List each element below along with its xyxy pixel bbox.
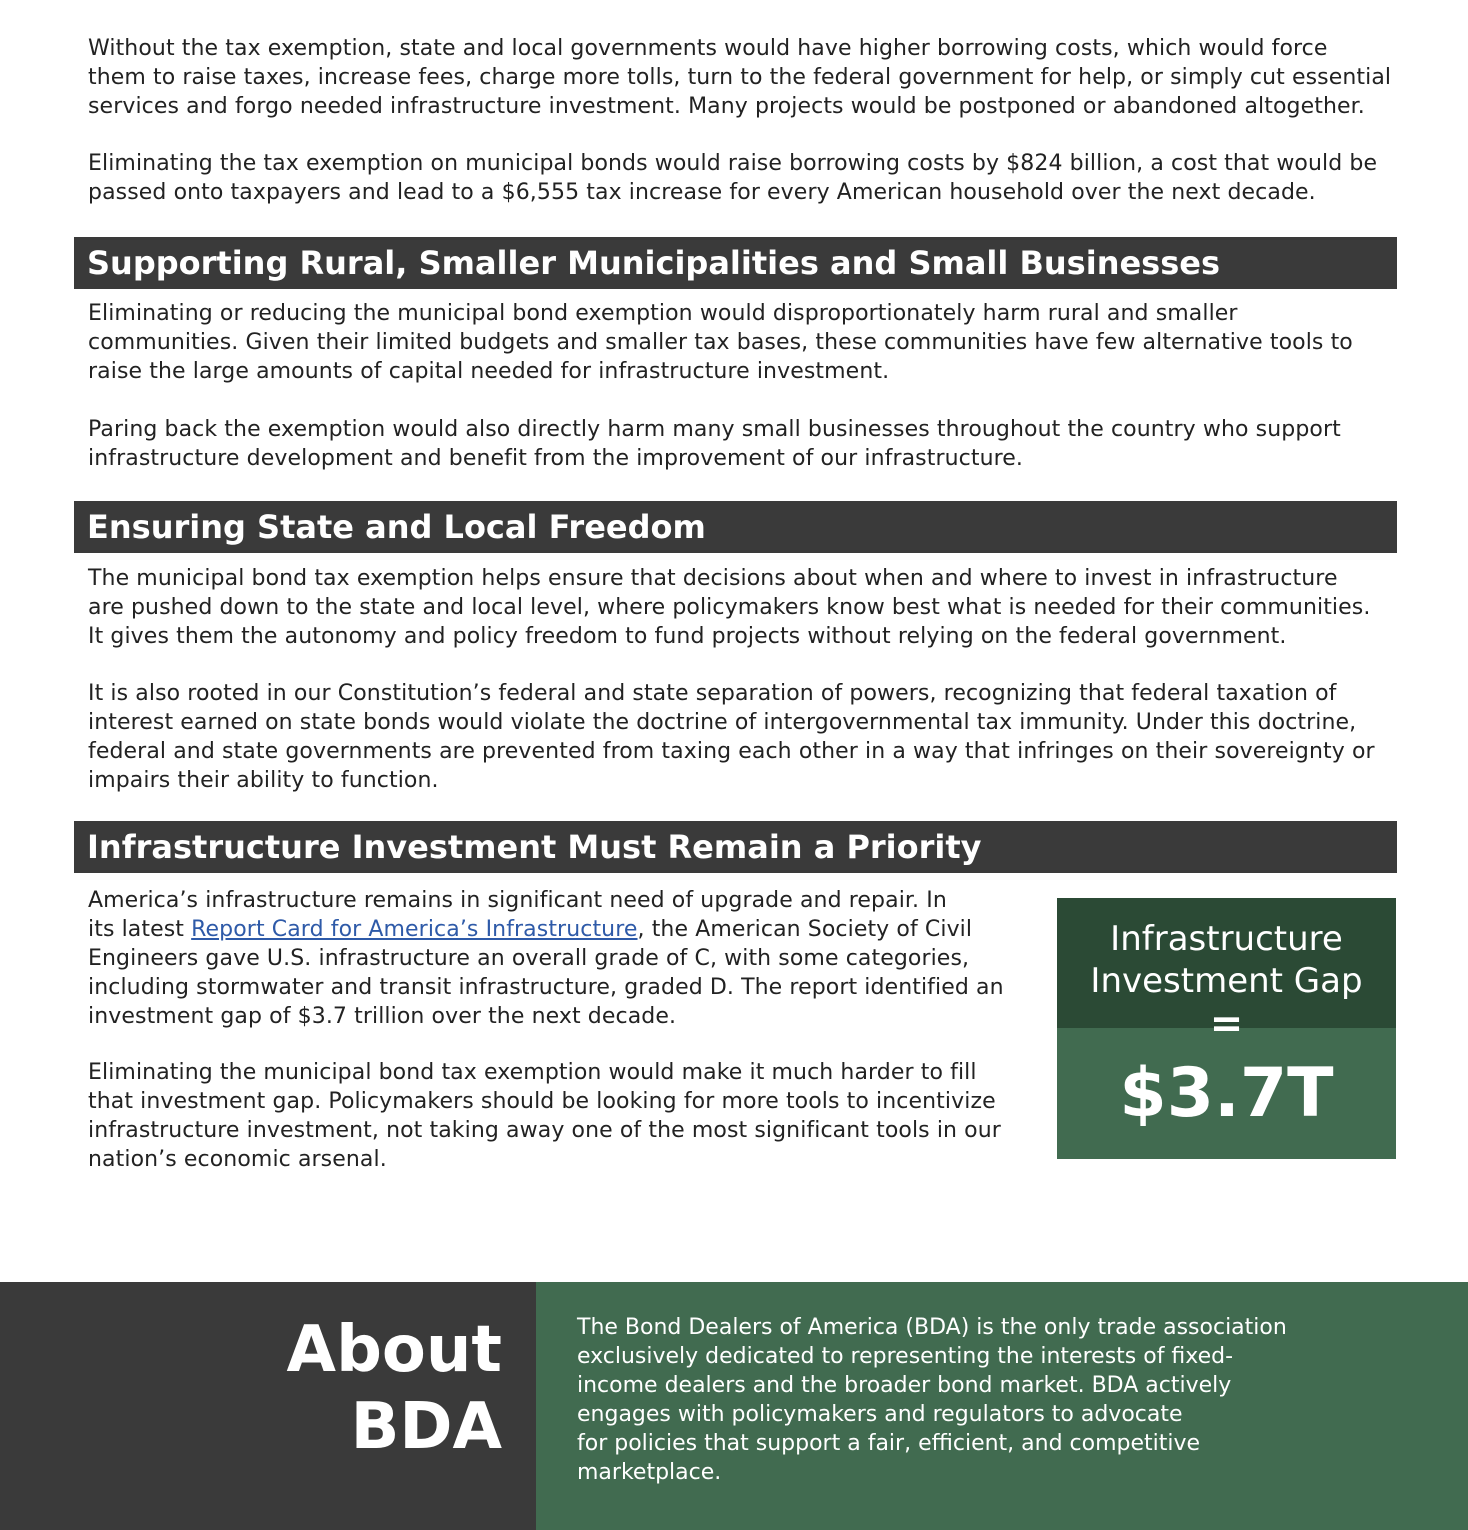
priority-paragraph-2: Eliminating the municipal bond tax exemption would make it much harder to fill that investment gap. Policymakers should be looking for more tools to incentivize infrastructure investment, not taking away one of the most significant tools in our nation’s economic arsenal.: [88, 1060, 1001, 1172]
freedom-paragraph-2: It is also rooted in our Constitution’s federal and state separation of powers, recognizing that federal taxation of interest earned on state bonds would violate the doctrine of intergovernmental tax immunity. Under this doctrine, federal and state governments are prevented from taxing each other in a way that infringes on their sovereignty or impairs their ability to function.: [88, 681, 1375, 793]
intro-paragraph-2: Eliminating the tax exemption on municipal bonds would raise borrowing costs by $824 billion, a cost that would be passed onto taxpayers and lead to a $6,555 tax increase for every American household over the next decade.: [88, 151, 1378, 205]
priority-paragraph-1-end: , the American Society of Civil Engineers gave U.S. infrastructure an overall grade of C, with some categories, including stormwater and transit infrastructure, graded D. The report identified an investment gap of $3.7 trillion over the next decade.: [88, 917, 1004, 1029]
footer-title-panel: [0, 1282, 536, 1530]
priority-paragraph-1-start: America’s infrastructure remains in significant need of upgrade and repair. In its latest: [88, 888, 947, 942]
callout-equals-sign: =: [1209, 1001, 1244, 1047]
callout-value: $3.7T: [1119, 1054, 1334, 1133]
callout-label: Infrastructure Investment Gap: [1090, 919, 1363, 1001]
section-bar-freedom: [74, 501, 1397, 553]
section-heading-priority: Infrastructure Investment Must Remain a Priority: [87, 828, 982, 866]
about-bda-description: The Bond Dealers of America (BDA) is the only trade association exclusively dedicated to representing the interests of fixed- income dealers and the broader bond market. BDA actively engages with policymakers and regulators to advocate for policies that support a fair, efficient, and competitive marketplace.: [577, 1315, 1287, 1485]
section-bar-priority: [74, 821, 1397, 873]
freedom-paragraph-1: The municipal bond tax exemption helps ensure that decisions about when and where to invest in infrastructure are pushed down to the state and local level, where policymakers know best what is needed for their communities. It gives them the autonomy and policy freedom to fund projects without relying on the federal government.: [88, 566, 1371, 649]
investment-gap-callout: [1057, 898, 1396, 1159]
rural-paragraph-2: Paring back the exemption would also directly harm many small businesses throughout the country who support infrastructure development and benefit from the improvement of our infrastructure.: [88, 417, 1341, 471]
priority-paragraph-1: [88, 886, 1023, 1031]
intro-paragraph-1: Without the tax exemption, state and local governments would have higher borrowing costs, which would force them to raise taxes, increase fees, charge more tolls, turn to the federal government for help, or simply cut essential services and forgo needed infrastructure investment. Many projects would be postponed or abandoned altogether.: [88, 36, 1392, 119]
section-heading-rural: Supporting Rural, Smaller Municipalities and Small Businesses: [87, 244, 1221, 282]
rural-paragraph-1: Eliminating or reducing the municipal bond exemption would disproportionately harm rural and smaller communities. Given their limited budgets and smaller tax bases, these communities have few alternative tools to raise the large amounts of capital needed for infrastructure investment.: [88, 301, 1353, 384]
section-heading-freedom: Ensuring State and Local Freedom: [87, 508, 706, 546]
section-bar-rural: [74, 237, 1397, 289]
footer-description-panel: [536, 1282, 1468, 1530]
report-card-link[interactable]: Report Card for America’s Infrastructure: [191, 917, 638, 942]
about-bda-title: About BDA: [286, 1313, 502, 1464]
